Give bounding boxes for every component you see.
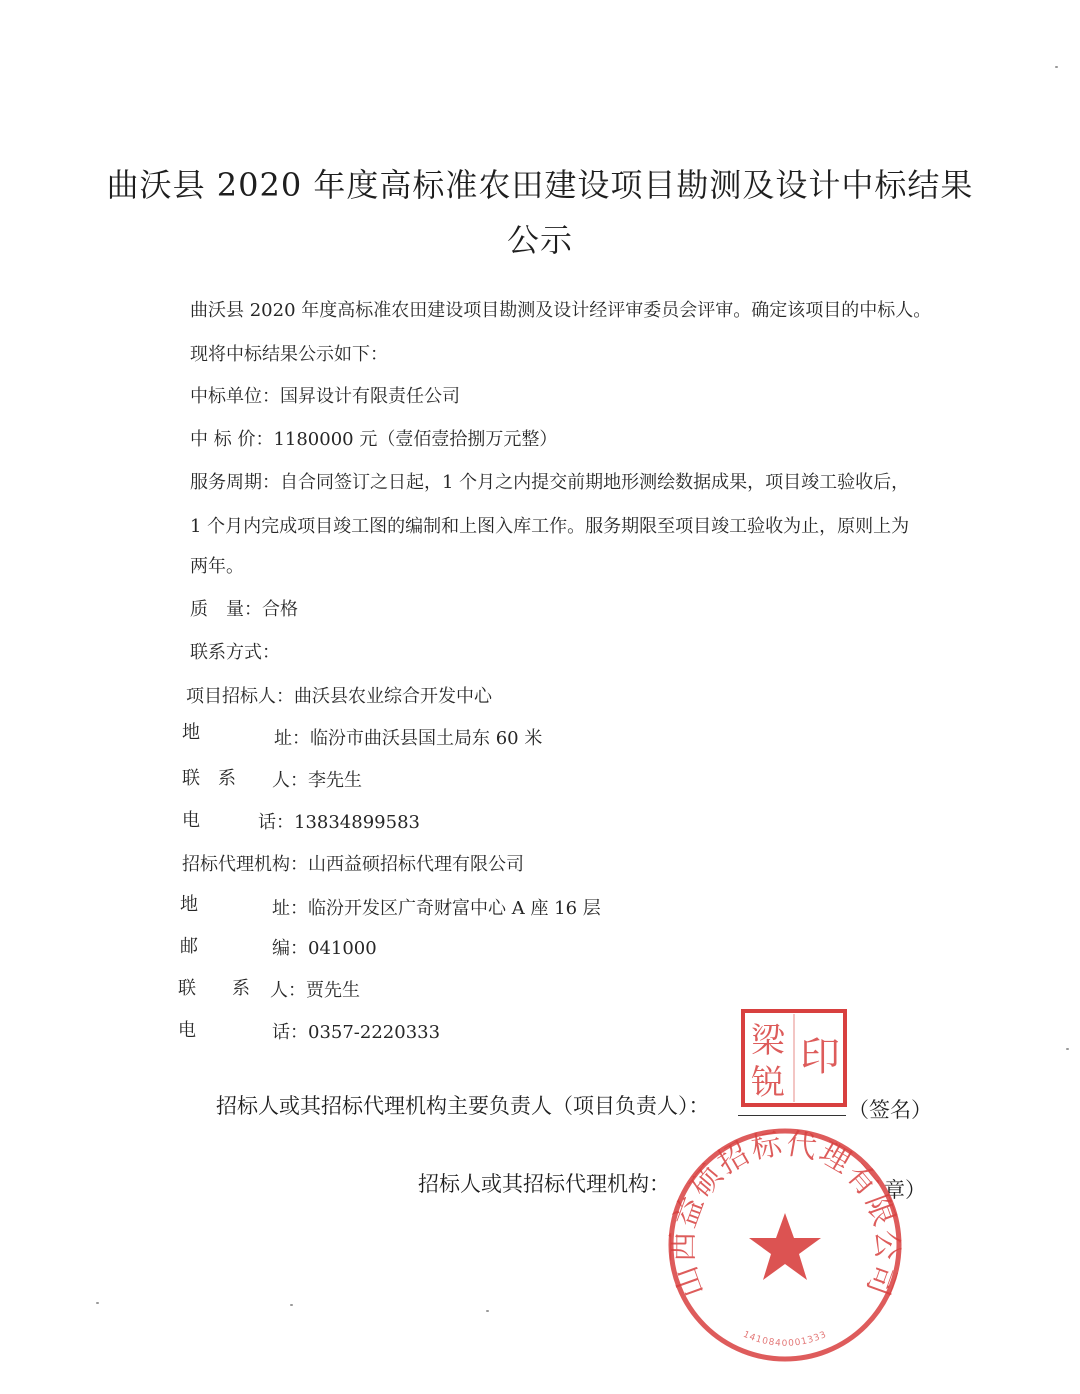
tenderer-address-row <box>274 724 542 750</box>
tenderer-value: 曲沃县农业综合开发中心 <box>294 686 492 707</box>
personal-seal-char-3: 锐 <box>751 1063 785 1103</box>
document-title-line-2: 公示 <box>506 221 573 259</box>
agency-contact-value: 贾先生 <box>306 980 360 1001</box>
tenderer-phone-label-b: 话： <box>258 812 294 833</box>
signature-suffix: （签名） <box>848 1098 932 1122</box>
scan-speck <box>486 1310 489 1312</box>
agency-contact-label-a: 联 系 <box>178 978 250 999</box>
tenderer-label: 项目招标人： <box>186 686 294 707</box>
agency-postcode-label-a: 邮 <box>180 936 198 957</box>
agency-postcode-row <box>272 934 377 960</box>
seal-suffix: 章） <box>884 1178 926 1202</box>
tenderer-phone-row <box>258 808 420 834</box>
company-seal-number-text <box>741 1330 828 1349</box>
tenderer-row <box>186 682 492 708</box>
scan-speck <box>1066 1048 1069 1050</box>
company-seal-name: 山西益硕招标代理有限公司 <box>665 1126 905 1302</box>
agency-label: 招标代理机构： <box>182 854 308 875</box>
agency-row <box>182 850 524 876</box>
company-seal-stamp <box>665 1125 905 1365</box>
company-seal-number: 1410840001333 <box>741 1329 829 1349</box>
service-label: 服务周期： <box>190 472 280 493</box>
scan-speck <box>1055 66 1058 68</box>
scan-speck <box>96 1302 99 1304</box>
winner-value: 国昇设计有限责任公司 <box>280 386 460 407</box>
intro-line-1: 曲沃县 2020 年度高标准农田建设项目勘测及设计经评审委员会评审。确定该项目的中标人。 <box>190 300 932 321</box>
personal-seal-char-1: 梁 <box>751 1021 785 1061</box>
tenderer-contact-label-a: 联 系 <box>182 768 236 789</box>
agency-phone-label-b: 话： <box>272 1022 308 1043</box>
agency-postcode-label-b: 编： <box>272 938 308 959</box>
winner-label: 中标单位： <box>190 386 280 407</box>
tenderer-address-value: 临汾市曲沃县国土局东 60 米 <box>310 728 543 749</box>
seal-line: 招标人或其招标代理机构： <box>418 1172 670 1196</box>
tenderer-phone-value: 13834899583 <box>294 812 420 833</box>
agency-address-label-a: 地 <box>180 894 198 915</box>
tenderer-address-label-b: 址： <box>274 728 310 749</box>
signature-underline <box>738 1115 846 1116</box>
quality-value: 合格 <box>262 599 298 620</box>
tenderer-phone-label-a: 电 <box>182 810 200 831</box>
intro-line-2: 现将中标结果公示如下： <box>190 344 388 365</box>
service-line-2: 1 个月内完成项目竣工图的编制和上图入库工作。服务期限至项目竣工验收为止，原则上为 <box>190 516 910 537</box>
quality-row <box>190 595 298 621</box>
agency-address-value: 临汾开发区广奇财富中心 A 座 16 层 <box>308 898 601 919</box>
agency-postcode-value: 041000 <box>308 938 377 959</box>
tenderer-contact-label-b: 人： <box>272 770 308 791</box>
signature-line: 招标人或其招标代理机构主要负责人（项目负责人）： <box>216 1094 710 1118</box>
agency-phone-value: 0357-2220333 <box>308 1022 441 1043</box>
service-row <box>190 468 909 494</box>
winner-row <box>190 382 460 408</box>
agency-address-row <box>272 894 601 920</box>
tenderer-contact-value: 李先生 <box>308 770 362 791</box>
scan-speck <box>290 1304 293 1306</box>
service-line-3: 两年。 <box>190 556 244 577</box>
star-icon <box>749 1213 821 1280</box>
price-value: 1180000 元（壹佰壹拾捌万元整） <box>273 429 558 450</box>
price-label: 中 标 价： <box>190 429 274 450</box>
service-line-1: 自合同签订之日起，1 个月之内提交前期地形测绘数据成果，项目竣工验收后， <box>280 472 910 493</box>
personal-seal-char-2: 印 <box>800 1034 840 1080</box>
price-row <box>190 425 557 451</box>
agency-address-label-b: 址： <box>272 898 308 919</box>
contact-heading: 联系方式： <box>190 642 280 663</box>
tenderer-address-label-a: 地 <box>182 722 200 743</box>
agency-contact-row <box>270 976 360 1002</box>
quality-label: 质 量： <box>190 599 262 620</box>
tenderer-contact-row <box>272 766 362 792</box>
agency-phone-row <box>272 1018 440 1044</box>
agency-value: 山西益硕招标代理有限公司 <box>308 854 524 875</box>
agency-phone-label-a: 电 <box>178 1020 196 1041</box>
document-title-line-1: 曲沃县 2020 年度高标准农田建设项目勘测及设计中标结果 <box>106 166 974 204</box>
agency-contact-label-b: 人： <box>270 980 306 1001</box>
personal-seal-stamp <box>740 1008 848 1108</box>
